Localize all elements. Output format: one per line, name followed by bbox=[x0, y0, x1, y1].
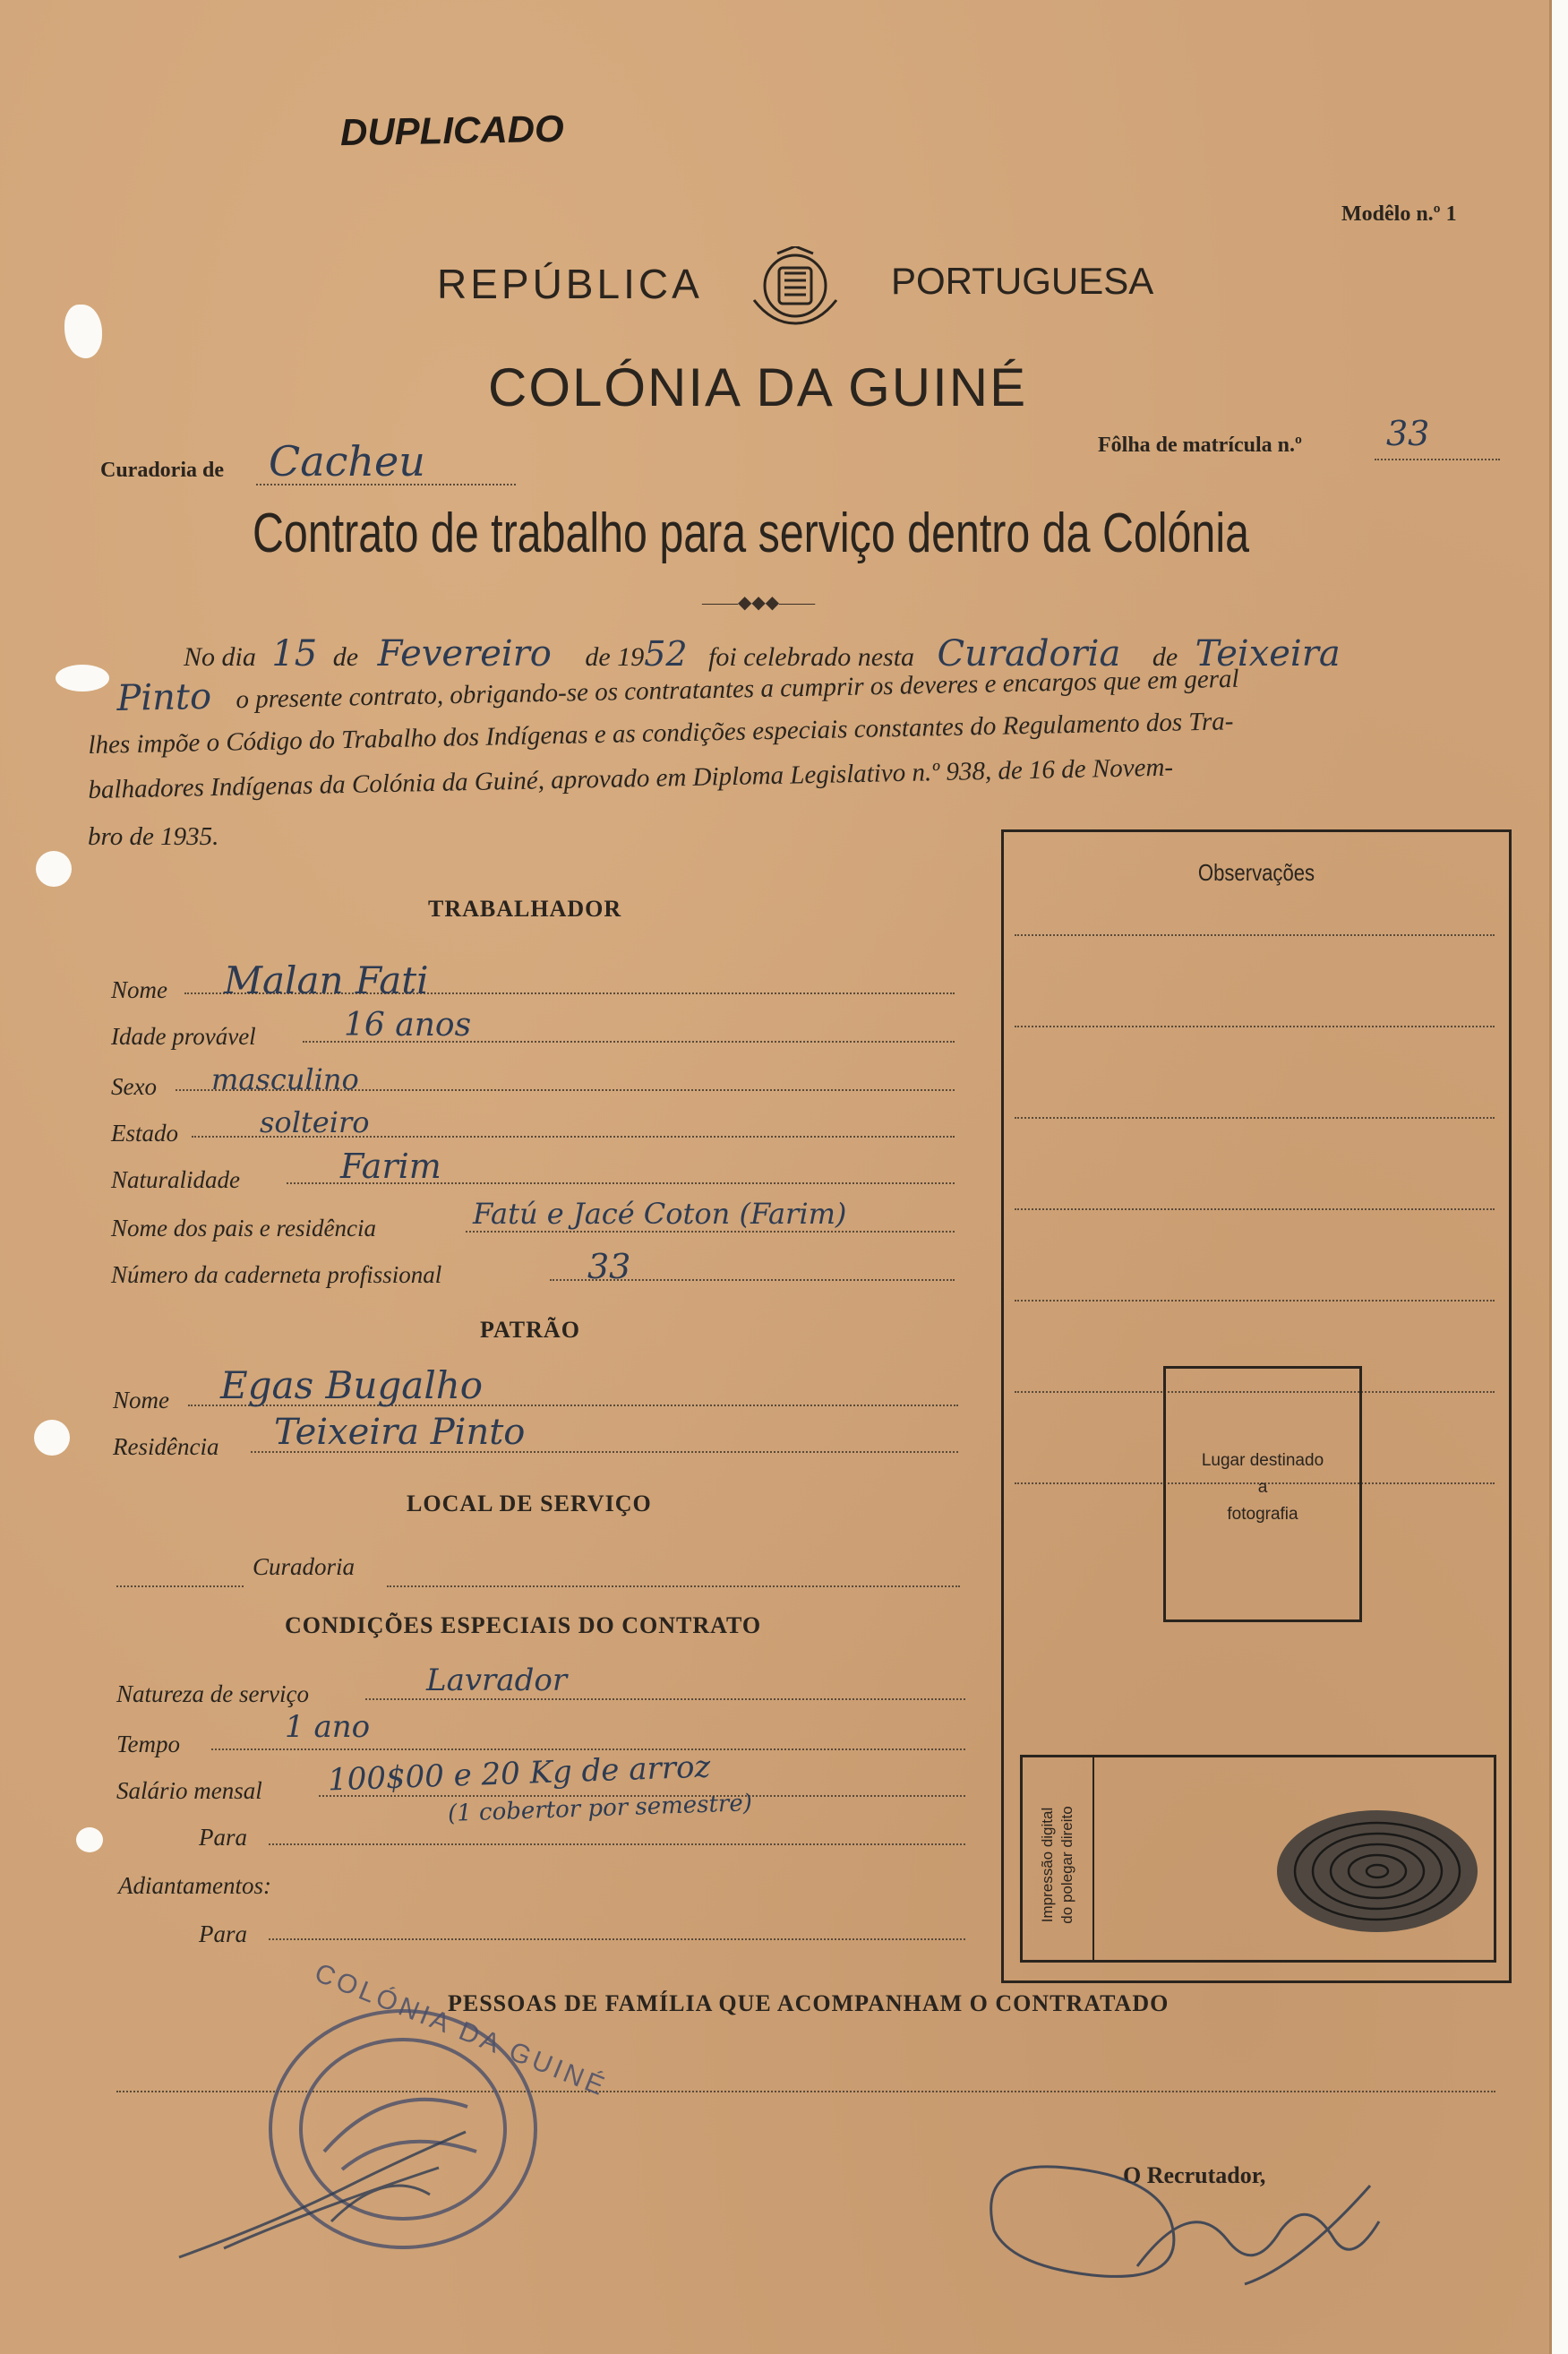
field-sexo-label: Sexo bbox=[111, 1073, 157, 1100]
field-nome-label: Nome bbox=[111, 976, 167, 1003]
thumbprint-caption-1: Impressão digital bbox=[1039, 1807, 1056, 1923]
thumbprint-icon bbox=[1272, 1804, 1483, 1938]
intro-month: Fevereiro bbox=[377, 633, 552, 674]
para-line bbox=[269, 1843, 965, 1845]
field-naturalidade-value: Farim bbox=[340, 1147, 441, 1186]
intro-line-4: balhadores Indígenas da Colónia da Guiné, aprovado em Diploma Legislativo n.º 938, de 16 de Novem- bbox=[88, 752, 1174, 804]
observacoes-heading: Observações bbox=[1197, 859, 1315, 886]
paper-tear bbox=[64, 305, 102, 358]
folha-line bbox=[1375, 459, 1500, 460]
obs-line bbox=[1015, 1117, 1495, 1119]
trabalhador-heading: TRABALHADOR bbox=[428, 896, 622, 922]
punch-hole bbox=[34, 1420, 70, 1456]
local-curadoria-label: Curadoria bbox=[253, 1553, 356, 1580]
folha-value: 33 bbox=[1386, 414, 1430, 453]
condicoes-heading: CONDIÇÕES ESPECIAIS DO CONTRATO bbox=[285, 1612, 762, 1638]
observacoes-box bbox=[1001, 829, 1512, 1983]
curadoria-label: Curadoria de bbox=[100, 459, 224, 482]
field-caderneta-value: 33 bbox=[587, 1247, 631, 1286]
patrao-residencia-value: Teixeira Pinto bbox=[274, 1412, 526, 1453]
intro-line-5: bro de 1935. bbox=[88, 822, 219, 851]
photo-text-2: a bbox=[1257, 1478, 1268, 1497]
intro-place: Curadoria bbox=[937, 633, 1121, 674]
field-pais-line bbox=[466, 1231, 955, 1233]
patrao-nome-value: Egas Bugalho bbox=[220, 1363, 484, 1407]
intro-celebrado: foi celebrado nesta bbox=[708, 642, 915, 672]
para2-line bbox=[269, 1938, 965, 1940]
intro-year: 52 bbox=[644, 634, 688, 674]
thumbprint-box bbox=[1020, 1755, 1496, 1963]
intro-de-19: de 19 bbox=[585, 642, 645, 672]
lower-left-signature bbox=[170, 2114, 493, 2266]
obs-line bbox=[1015, 1300, 1495, 1302]
tempo-label: Tempo bbox=[116, 1731, 181, 1757]
contract-title: Contrato de trabalho para serviço dentro da Colónia bbox=[253, 503, 1249, 564]
intro-no-dia: No dia bbox=[184, 642, 256, 672]
salario-note: (1 cobertor por semestre) bbox=[447, 1790, 753, 1827]
tempo-line bbox=[211, 1748, 965, 1750]
adiantamentos-label: Adiantamentos: bbox=[118, 1872, 271, 1899]
duplicate-stamp: DUPLICADO bbox=[339, 107, 565, 154]
patrao-nome-label: Nome bbox=[113, 1387, 169, 1413]
field-nome-value: Malan Fati bbox=[224, 958, 429, 1002]
field-sexo-value: masculino bbox=[211, 1062, 359, 1096]
natureza-label: Natureza de serviço bbox=[116, 1680, 309, 1707]
familia-heading: PESSOAS DE FAMÍLIA QUE ACOMPANHAM O CONTRATADO bbox=[448, 1990, 1170, 2016]
paper-tear bbox=[76, 1827, 103, 1852]
folha-label: Fôlha de matrícula n.º bbox=[1098, 434, 1302, 457]
local-line-left bbox=[116, 1585, 244, 1587]
colony-title: COLÓNIA DA GUINÉ bbox=[488, 357, 1028, 417]
para2-label: Para bbox=[199, 1920, 247, 1947]
model-label: Modêlo n.º 1 bbox=[1341, 202, 1457, 226]
field-estado-value: solteiro bbox=[260, 1105, 370, 1139]
field-idade-value: 16 anos bbox=[344, 1007, 472, 1044]
field-caderneta-label: Número da caderneta profissional bbox=[111, 1261, 442, 1288]
intro-place2b: Pinto bbox=[116, 675, 212, 719]
obs-line bbox=[1015, 1026, 1495, 1027]
republic-left: REPÚBLICA bbox=[437, 261, 703, 307]
patrao-heading: PATRÃO bbox=[480, 1317, 580, 1343]
coat-of-arms-icon bbox=[745, 246, 845, 327]
stamp-text: COLÓNIA DA GUINÉ bbox=[310, 1957, 612, 2103]
field-naturalidade-label: Naturalidade bbox=[111, 1166, 241, 1193]
intro-text-2: o presente contrato, obrigando-se os contratantes a cumprir os deveres e encargos que em geral bbox=[236, 664, 1239, 715]
para-label: Para bbox=[199, 1824, 247, 1851]
thumbprint-caption-2: do polegar direito bbox=[1058, 1806, 1075, 1924]
thumbprint-divider bbox=[1092, 1757, 1094, 1960]
recrutador-signature bbox=[958, 2132, 1406, 2302]
photo-text-3: fotografia bbox=[1227, 1505, 1298, 1524]
local-line-right bbox=[387, 1585, 960, 1587]
paper-tear bbox=[56, 665, 109, 692]
field-pais-label: Nome dos pais e residência bbox=[111, 1215, 376, 1241]
ornament: ——◆◆◆—— bbox=[702, 593, 816, 613]
photo-box bbox=[1163, 1366, 1362, 1622]
intro-de: de bbox=[332, 642, 359, 672]
republic-right: PORTUGUESA bbox=[891, 260, 1154, 302]
recrutador-label: O Recrutador, bbox=[1123, 2162, 1266, 2188]
intro-place2: Teixeira bbox=[1195, 633, 1341, 674]
field-idade-label: Idade provável bbox=[111, 1023, 256, 1050]
punch-hole bbox=[36, 851, 72, 887]
local-heading: LOCAL DE SERVIÇO bbox=[407, 1491, 652, 1516]
salario-label: Salário mensal bbox=[116, 1777, 262, 1804]
natureza-line bbox=[365, 1698, 965, 1700]
field-estado-label: Estado bbox=[111, 1120, 179, 1147]
obs-line bbox=[1015, 934, 1495, 936]
curadoria-value: Cacheu bbox=[269, 437, 425, 485]
tempo-value: 1 ano bbox=[285, 1709, 371, 1745]
natureza-value: Lavrador bbox=[426, 1662, 568, 1698]
obs-line bbox=[1015, 1208, 1495, 1210]
field-pais-value: Fatú e Jacé Coton (Farim) bbox=[473, 1197, 847, 1231]
patrao-residencia-label: Residência bbox=[113, 1433, 219, 1460]
salario-value: 100$00 e 20 Kg de arroz bbox=[327, 1748, 712, 1799]
intro-de2: de bbox=[1152, 642, 1178, 672]
photo-text-1: Lugar destinado bbox=[1201, 1451, 1324, 1470]
intro-day: 15 bbox=[271, 633, 318, 674]
thumbprint-caption bbox=[1038, 1771, 1077, 1959]
intro-line-3: lhes impõe o Código do Trabalho dos Indígenas e as condições especiais constantes do Regulamento dos Tra- bbox=[88, 707, 1234, 760]
